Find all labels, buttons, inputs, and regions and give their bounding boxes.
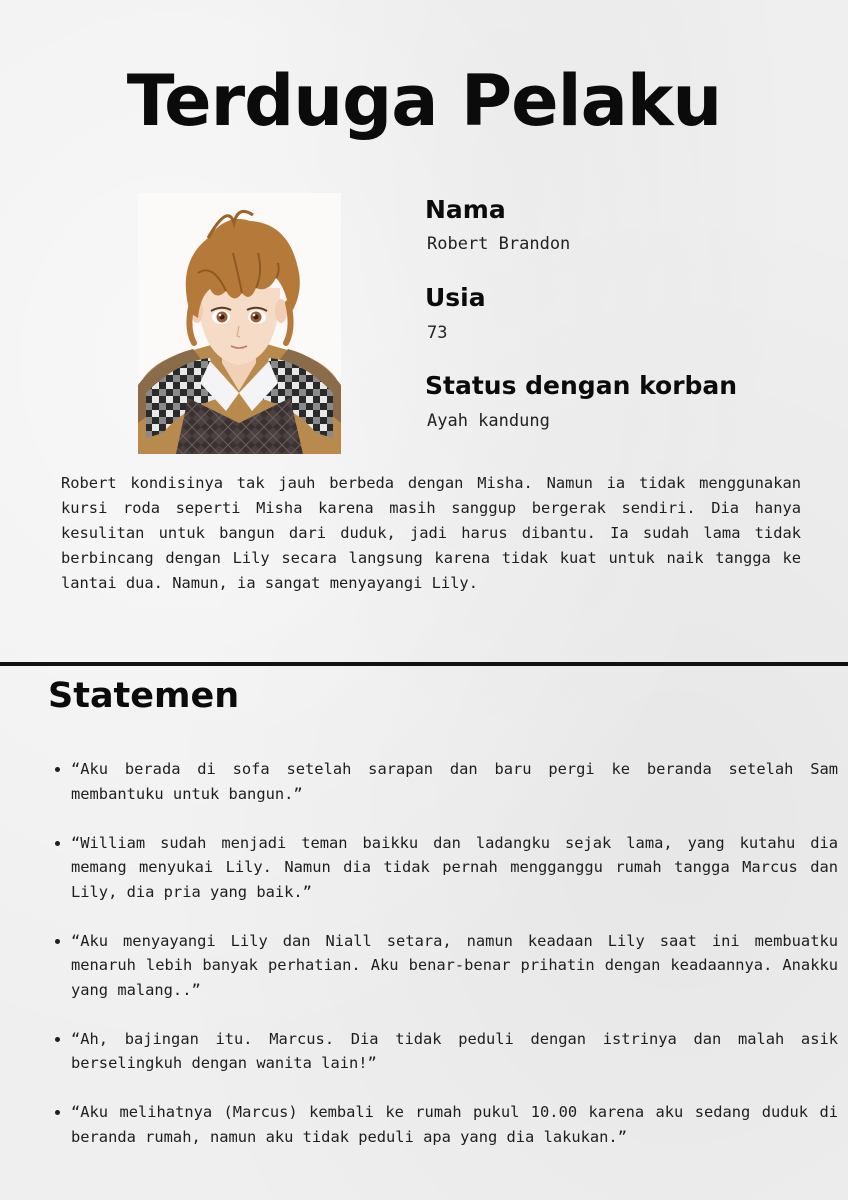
statement-item: • “Ah, bajingan itu. Marcus. Dia tidak peduli dengan istrinya dan malah asik berselingkuh dengan wanita lain!” xyxy=(71,1027,838,1076)
statements-list xyxy=(48,757,838,1174)
statement-item: • “William sudah menjadi teman baikku dan ladangku sejak lama, yang kutahu dia memang menyukai Lily. Namun dia tidak pernah mengganggu rumah tangga Marcus dan Lily, dia pria yang baik.” xyxy=(71,831,838,905)
section-divider xyxy=(0,662,848,666)
statement-item: • “Aku berada di sofa setelah sarapan dan baru pergi ke beranda setelah Sam membantuku untuk bangun.” xyxy=(71,757,838,806)
suspect-description: Robert kondisinya tak jauh berbeda dengan Misha. Namun ia tidak menggunakan kursi roda seperti Misha karena masih sanggup bergerak sendiri. Dia hanya kesulitan untuk bangun dari duduk, jadi harus dibantu. Ia sudah lama tidak berbincang dengan Lily secara langsung karena tidak kuat untuk naik tangga ke lantai dua. Namun, ia sangat menyayangi Lily. xyxy=(61,474,801,592)
statements-heading: Statemen xyxy=(48,676,240,716)
page-title: Terduga Pelaku xyxy=(126,60,722,142)
relationship-label: Status dengan korban xyxy=(425,371,738,400)
name-value: Robert Brandon xyxy=(427,234,571,254)
relationship-value: Ayah kandung xyxy=(427,411,550,431)
statement-item: • “Aku menyayangi Lily dan Niall setara, namun keadaan Lily saat ini membuatku menaruh lebih banyak perhatian. Aku benar-benar prihatin dengan keadaannya. Anakku yang malang..” xyxy=(71,929,838,1003)
name-label: Nama xyxy=(425,195,506,224)
age-label: Usia xyxy=(425,283,486,312)
statement-item: • “Aku melihatnya (Marcus) kembali ke rumah pukul 10.00 karena aku sedang duduk di beranda rumah, namun aku tidak peduli apa yang dia lakukan.” xyxy=(71,1100,838,1149)
age-value: 73 xyxy=(427,323,448,343)
suspect-portrait xyxy=(138,193,341,454)
